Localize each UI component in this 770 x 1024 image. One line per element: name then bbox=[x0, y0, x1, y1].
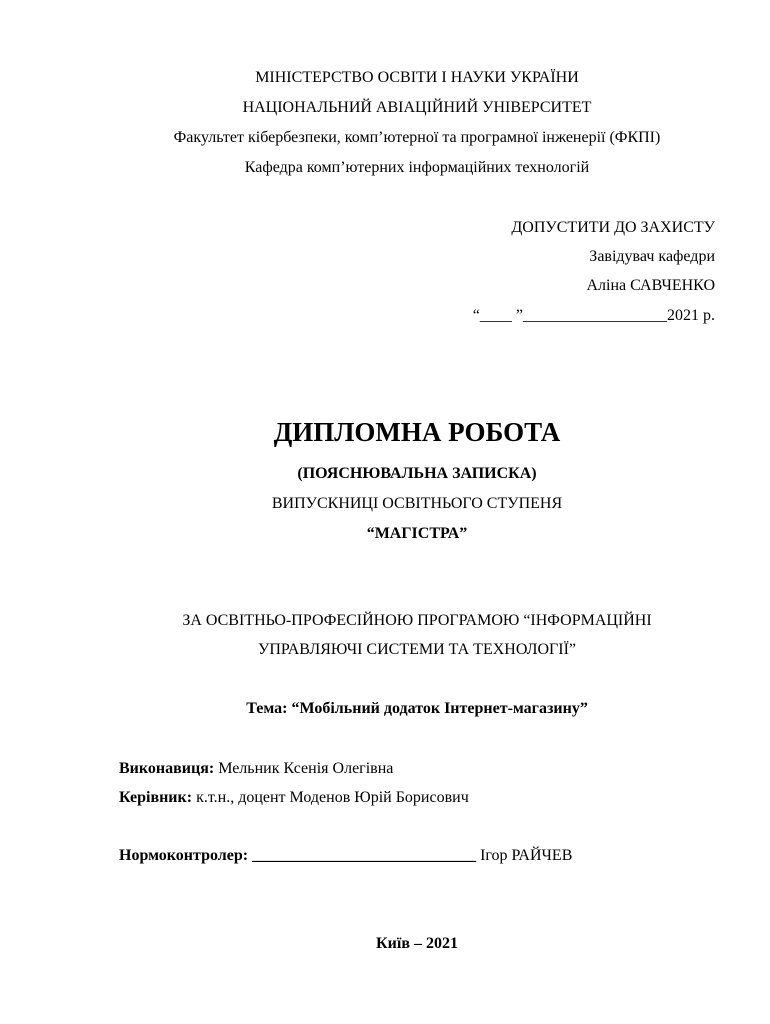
approval-date-line: “____ ”__________________2021 р. bbox=[472, 307, 715, 324]
normcontrol-label: Нормоконтролер: ____________________________ bbox=[119, 847, 477, 864]
head-of-department-name: Аліна САВЧЕНКО bbox=[586, 277, 715, 294]
thesis-topic: Тема: “Мобільний додаток Інтернет-магазину” bbox=[246, 700, 588, 717]
document-subtitle: (ПОЯСНЮВАЛЬНА ЗАПИСКА) bbox=[297, 465, 537, 482]
faculty-heading: Факультет кібербезпеки, комп’ютерної та програмної інженерії (ФКПІ) bbox=[173, 129, 661, 146]
program-line-2: УПРАВЛЯЮЧІ СИСТЕМИ ТА ТЕХНОЛОГІЇ” bbox=[257, 641, 577, 658]
supervisor-name: к.т.н., доцент Моденов Юрій Борисович bbox=[192, 789, 469, 806]
performer-name: Мельник Ксенія Олегівна bbox=[214, 760, 394, 777]
degree-name: “МАГІСТРА” bbox=[366, 525, 468, 542]
admit-to-defense: ДОПУСТИТИ ДО ЗАХИСТУ bbox=[511, 219, 715, 236]
supervisor-label: Керівник: bbox=[119, 789, 193, 806]
university-heading: НАЦІОНАЛЬНИЙ АВІАЦІЙНИЙ УНІВЕРСИТЕТ bbox=[242, 99, 592, 116]
department-heading: Кафедра комп’ютерних інформаційних технологій bbox=[244, 159, 590, 176]
head-of-department-role: Завідувач кафедри bbox=[589, 248, 715, 265]
normcontrol-name: Ігор РАЙЧЕВ bbox=[476, 847, 573, 864]
city-year: Київ – 2021 bbox=[376, 935, 458, 952]
ministry-heading: МІНІСТЕРСТВО ОСВІТИ І НАУКИ УКРАЇНИ bbox=[255, 69, 579, 86]
degree-line: ВИПУСКНИЦІ ОСВІТНЬОГО СТУПЕНЯ bbox=[271, 495, 563, 512]
performer-row bbox=[119, 759, 393, 779]
supervisor-row bbox=[119, 788, 469, 808]
program-line-1: ЗА ОСВІТНЬО-ПРОФЕСІЙНОЮ ПРОГРАМОЮ “ІНФОРМАЦІЙНІ bbox=[182, 612, 652, 629]
normcontrol-row bbox=[119, 846, 572, 866]
document-title: ДИПЛОМНА РОБОТА bbox=[273, 417, 561, 447]
performer-label: Виконавиця: bbox=[119, 760, 215, 777]
